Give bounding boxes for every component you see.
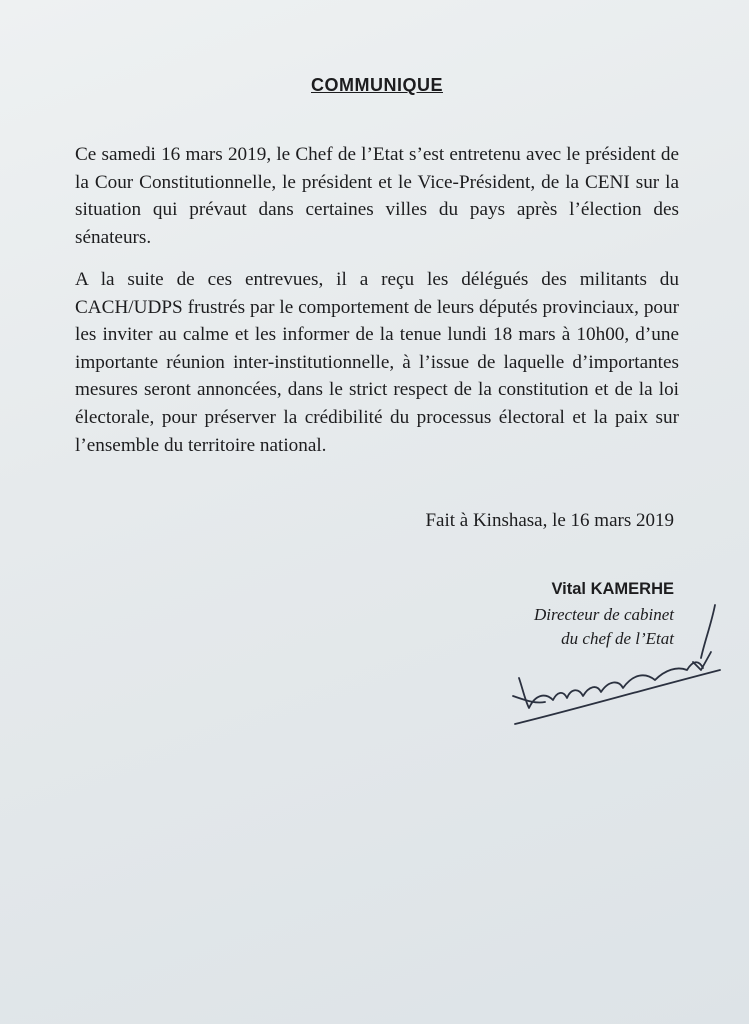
place-date: Fait à Kinshasa, le 16 mars 2019	[425, 510, 674, 531]
signature-stroke-main	[519, 662, 703, 708]
signer-name: Vital KAMERHE	[551, 580, 674, 598]
paragraph-1: Ce samedi 16 mars 2019, le Chef de l’Etat s’est entretenu avec le président de la Cour Constitutionnelle, le président et le Vice-Président, de la CENI sur la situation qui prévaut dans certaines villes du pays après l’élection des sénateurs.	[75, 144, 679, 248]
signature-stroke-top	[701, 605, 715, 658]
document-title: COMMUNIQUE	[311, 75, 443, 95]
signature-stroke-underline	[515, 670, 720, 724]
paragraph-2: A la suite de ces entrevues, il a reçu les délégués des militants du CACH/UDPS frustrés par le comportement de leurs députés provinciaux, pour les inviter au calme et les informer de la tenue lundi 18 mars à 10h00, d’une importante réunion inter-institutionnelle, à l’issue de laquelle d’importantes mesures seront annoncées, dans le strict respect de la constitution et de la loi électorale, pour préserver la crédibilité du processus électoral et la paix sur l’ensemble du territoire national.	[75, 269, 679, 456]
signer-title-line-1: Directeur de cabinet	[533, 605, 674, 624]
handwritten-signature	[505, 600, 735, 730]
signer-title-line-2: du chef de l’Etat	[561, 629, 674, 648]
